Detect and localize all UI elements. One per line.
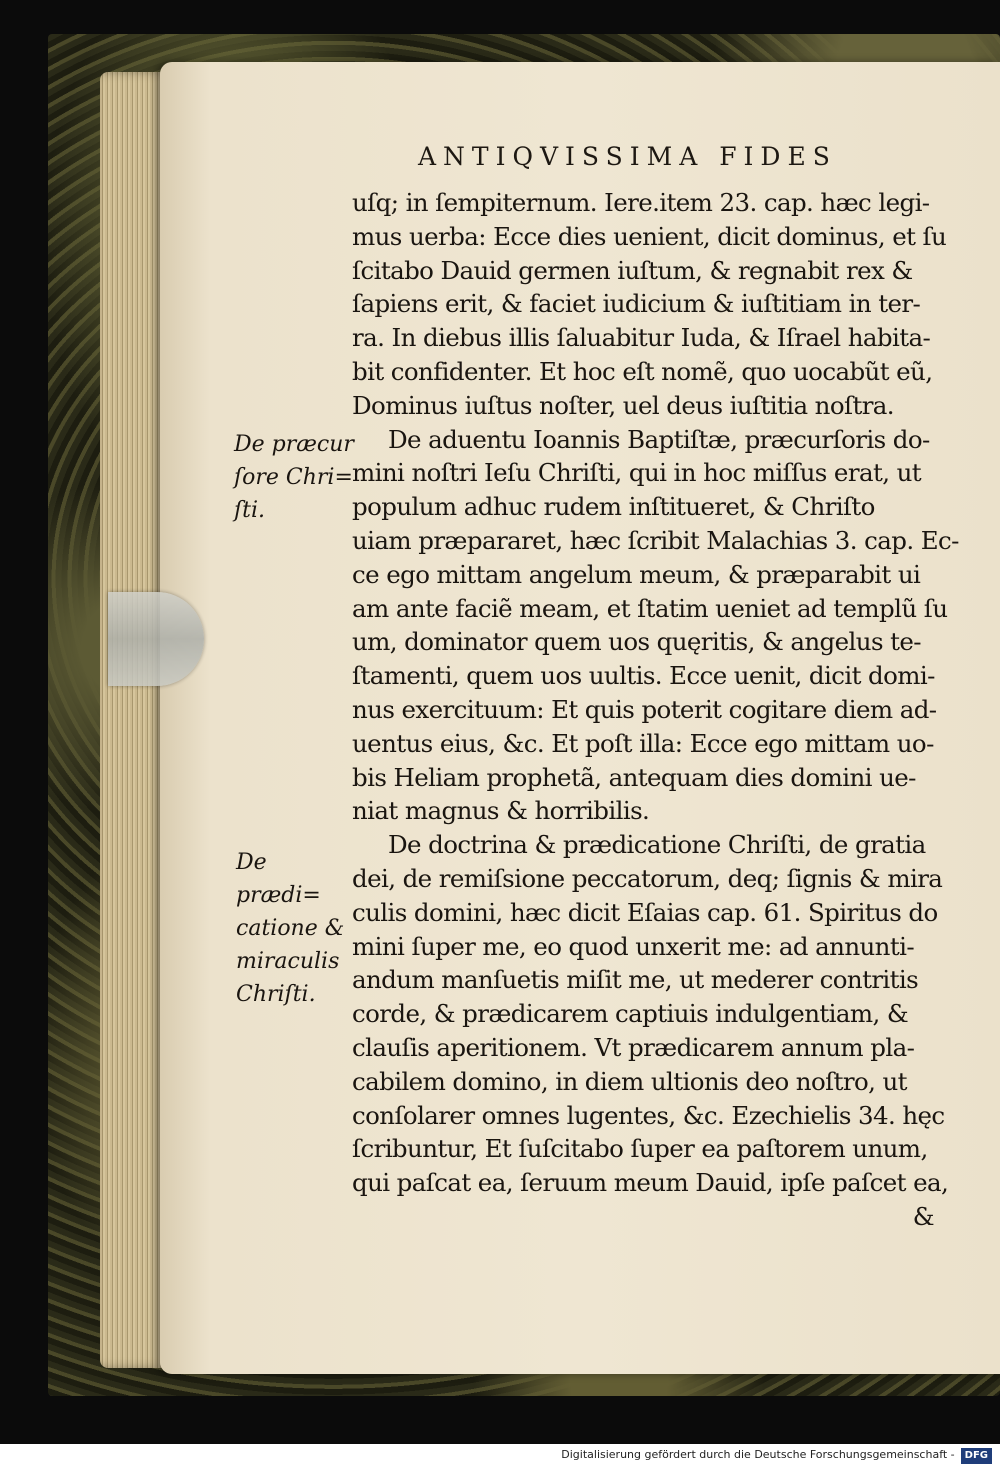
text-line: niat magnus & horribilis. <box>352 796 650 826</box>
text-line: andum manſuetis miſit me, ut mederer contritis <box>352 965 919 995</box>
text-line: culis domini, hæc dicit Eſaias cap. 61. Spiritus do <box>352 897 938 927</box>
text-line: bit confidenter. Et hoc eſt nomẽ, quo uocabũt eũ, <box>352 356 933 386</box>
text-line: clauſis aperitionem. Vt prædicarem annum pla- <box>352 1032 915 1062</box>
dfg-logo: DFG <box>961 1448 992 1464</box>
text-line: ce ego mittam angelum meum, & præparabit ui <box>352 559 921 589</box>
text-line: uſq; in ſempiternum. Iere.item 23. cap. hæc legi- <box>352 188 930 217</box>
margin-note-line: Chriſti. <box>236 982 316 1007</box>
text-line: populum adhuc rudem inſtitueret, & Chriſto <box>352 492 875 522</box>
text-line: ſtamenti, quem uos uultis. Ecce uenit, dicit domi- <box>352 661 935 691</box>
text-line: bis Heliam prophetã, antequam dies domini ue- <box>352 762 916 792</box>
margin-note-line: ſti. <box>234 498 266 523</box>
text-line: nus exercituum: Et quis poterit cogitare diem ad- <box>352 694 937 724</box>
margin-note-line: De prædi= <box>236 850 321 908</box>
text-line: dei, de remiſsione peccatorum, deq; ſignis & mira <box>352 863 943 893</box>
text-line: mus uerba: Ecce dies uenient, dicit dominus, et ſu <box>352 221 947 251</box>
body-text <box>352 186 959 1234</box>
text-line: um, dominator quem uos quęritis, & angelus te- <box>352 627 921 657</box>
catchword: & <box>912 1201 934 1231</box>
margin-note-line: catione & <box>236 916 345 941</box>
text-line: Dominus iuſtus noſter, uel deus iuſtitia noſtra. <box>352 390 894 420</box>
text-line: ſapiens erit, & faciet iudicium & iuſtitiam in ter- <box>352 289 921 319</box>
text-line: mini ſuper me, eo quod unxerit me: ad annunti- <box>352 931 915 961</box>
text-line: De doctrina & prædicatione Chriſti, de gratia <box>388 830 926 860</box>
text-line: De aduentu Ioannis Baptiſtæ, præcurſoris do- <box>388 424 930 454</box>
text-line: mini noſtri Ieſu Chriſti, qui in hoc miſſus erat, ut <box>352 458 921 488</box>
text-line: am ante faciẽ meam, et ſtatim ueniet ad templũ ſu <box>352 593 948 623</box>
digitization-footer <box>0 1444 1000 1466</box>
running-headline: ANTIQVISSIMA FIDES <box>418 142 837 171</box>
margin-note-line: De præcur <box>234 432 354 457</box>
margin-note-preaching <box>236 846 356 1011</box>
text-line: corde, & prædicarem captiuis indulgentiam, & <box>352 999 909 1029</box>
text-line: ſcitabo Dauid germen iuſtum, & regnabit rex & <box>352 255 913 285</box>
margin-note-line: ſore Chri= <box>234 465 353 490</box>
text-line: conſolarer omnes lugentes, &c. Ezechielis 34. hęc <box>352 1100 945 1130</box>
margin-note-line: miraculis <box>236 949 340 974</box>
text-line: cabilem domino, in diem ultionis deo noſtro, ut <box>352 1066 907 1096</box>
margin-note-precursor <box>234 428 354 527</box>
footer-credit: Digitalisierung gefördert durch die Deutsche Forschungsgemeinschaft - <box>561 1448 955 1461</box>
text-line: uentus eius, &c. Et poſt illa: Ecce ego mittam uo- <box>352 728 934 758</box>
text-line: uiam præpararet, hæc ſcribit Malachias 3. cap. Ec- <box>352 525 959 555</box>
text-line: ra. In diebus illis ſaluabitur Iuda, & Iſrael habita- <box>352 323 931 353</box>
text-line: qui paſcat ea, ſeruum meum Dauid, ipſe paſcet ea, <box>352 1168 949 1198</box>
text-line: ſcribuntur, Et ſuſcitabo ſuper ea paſtorem unum, <box>352 1134 928 1164</box>
book-clasp-tab <box>108 592 204 686</box>
